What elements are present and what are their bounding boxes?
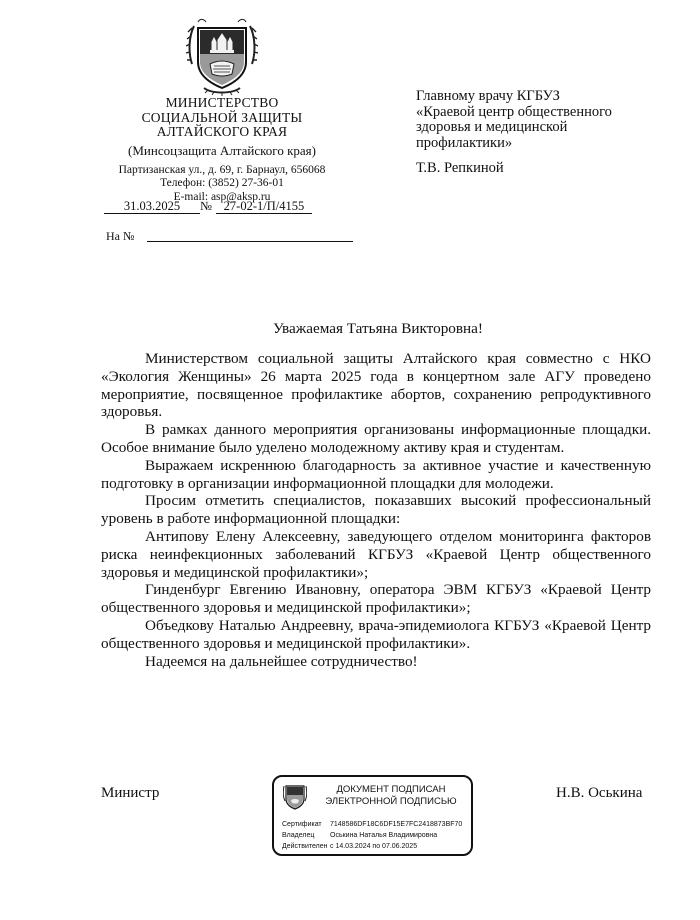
letter-paragraph: Объедкову Наталью Андреевну, врача-эпидемиолога КГБУЗ «Краевой Центр общественного здоровья и медицинской профилактики». [101,616,651,652]
organization-name-line: СОЦИАЛЬНОЙ ЗАЩИТЫ [141,109,303,125]
registration-date: 31.03.2025 [104,199,200,214]
stamp-certificate-label: Сертификат [282,821,322,828]
stamp-certificate-row [282,819,470,830]
stamp-title [310,784,472,808]
signer-name: Н.В. Оськина [556,785,643,801]
signer-position: Министр [101,785,160,801]
stamp-validity-label: Действителен [282,843,328,850]
organization-address: Партизанская ул., д. 69, г. Барнаул, 656068 [118,163,326,176]
letter-paragraph: Антипову Елену Алексеевну, заведующего отделом мониторинга факторов риска неинфекционных заболеваний КГБУЗ «Краевой Центр общественного здоровья и медицинской профилактики»; [101,527,651,581]
stamp-validity-value: с 14.03.2024 по 07.06.2025 [330,843,418,850]
letter-paragraph: Просим отметить специалистов, показавших высокий профессиональный уровень в работе информационной площадки: [101,492,651,528]
registration-line [104,199,312,214]
stamp-details [282,819,470,852]
stamp-owner-value: Оськина Наталья Владимировна [330,832,438,839]
reply-to-label: На № [106,229,135,243]
stamp-title-line: ЭЛЕКТРОННОЙ ПОДПИСЬЮ [325,796,457,807]
addressee-line: «Краевой центр общественного [416,103,612,120]
addressee-line: здоровья и медицинской [416,119,568,135]
letter-paragraph: Выражаем искреннюю благодарность за активное участие и качественную подготовку в организации информационной площадки для молодежи. [101,456,651,492]
stamp-owner-label: Владелец [282,832,315,839]
stamp-certificate-value: 7148586DF18C6DF15E7FC2418873BF70 [330,821,463,828]
registration-number: 27-02-1/П/4155 [216,199,312,214]
registration-number-label: № [200,199,212,213]
addressee-block [416,89,666,151]
addressee-line: профилактики» [416,134,513,151]
sender-block [100,96,344,204]
letter-paragraph: В рамках данного мероприятия организованы информационные площадки. Особое внимание было уделено молодежному активу края и студентам. [101,421,651,456]
addressee-line: Главному врачу КГБУЗ [416,88,560,104]
greeting: Уважаемая Татьяна Викторовна! [273,320,483,337]
addressee-name: Т.В. Репкиной [416,160,504,176]
stamp-coat-of-arms-icon [283,783,307,811]
organization-contacts [100,164,344,204]
organization-name-line: МИНИСТЕРСТВО [165,95,279,110]
organization-name [100,96,344,140]
organization-short-name: (Минсоцзащита Алтайского края) [128,142,316,158]
stamp-title-line: ДОКУМЕНТ ПОДПИСАН [336,784,446,795]
organization-phone: Телефон: (3852) 27-36-01 [160,177,284,190]
letter-paragraph: Надеемся на дальнейшее сотрудничество! [145,652,418,670]
organization-email: E-mail: asp@aksp.ru [173,190,271,203]
stamp-owner-row [282,830,470,841]
letter-paragraph: Гинденбург Евгению Ивановну, оператора ЭВМ КГБУЗ «Краевой Центр общественного здоровья и медицинской профилактики»; [101,581,651,617]
coat-of-arms-icon [186,18,258,96]
electronic-signature-stamp [272,775,473,856]
organization-name-line: АЛТАЙСКОГО КРАЯ [156,124,288,140]
reply-to-line [147,241,353,242]
letter-body [101,350,651,670]
letter-paragraph: Министерством социальной защиты Алтайского края совместно с НКО «Экология Женщины» 26 марта 2025 года в концертном зале АГУ проведено мероприятие, посвященное профилактике абортов, сохранению репродуктивного здоровья. [101,350,651,421]
stamp-validity-row [282,841,470,852]
